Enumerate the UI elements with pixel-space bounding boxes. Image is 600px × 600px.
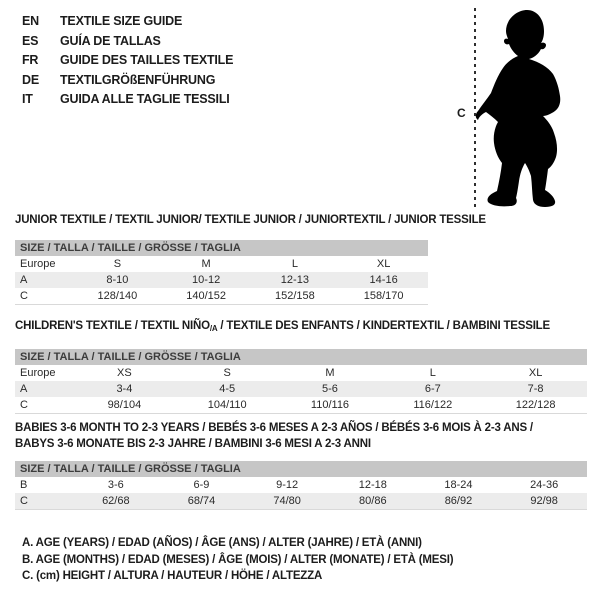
table-cell: 6-9 [193, 479, 210, 491]
language-title: TEXTILGRÖßENFÜHRUNG [60, 72, 216, 87]
language-row-es [22, 32, 233, 52]
language-title: GUÍA DE TALLAS [60, 33, 161, 48]
language-code: FR [22, 53, 39, 67]
section-babies-textile [15, 420, 587, 510]
row-label: Europe [20, 367, 56, 379]
section-title [15, 318, 587, 337]
table-cell: XS [117, 367, 132, 379]
table-row [15, 256, 428, 272]
language-code: EN [22, 14, 39, 28]
language-title: GUIDE DES TAILLES TEXTILE [60, 53, 234, 67]
language-row-de [22, 71, 233, 91]
table-cell: 98/104 [107, 399, 142, 411]
note-age-years: A. AGE (YEARS) / EDAD (AÑOS) / ÂGE (ANS) / ALTER (JAHRE) / ETÀ (ANNI) [22, 537, 422, 549]
section-title-suffix: / TEXTILE DES ENFANTS / KINDERTEXTIL / BAMBINI TESSILE [217, 320, 550, 332]
table-cell: 68/74 [159, 493, 245, 510]
table-header: SIZE / TALLA / TAILLE / GRÖSSE / TAGLIA [15, 349, 587, 365]
table-cell: 116/122 [413, 399, 453, 411]
babies-size-table [15, 461, 587, 510]
baby-silhouette [450, 0, 600, 215]
note-height-cm: C. (cm) HEIGHT / ALTURA / HAUTEUR / HÖHE / ALTEZZA [22, 570, 323, 582]
language-code: IT [22, 92, 33, 106]
language-title: TEXTILE SIZE GUIDE [60, 14, 183, 28]
section-childrens-textile [15, 318, 587, 414]
table-cell: 9-12 [276, 479, 299, 491]
table-cell: 4-5 [176, 381, 279, 397]
table-cell: 86/92 [416, 493, 502, 510]
language-row-it [22, 90, 233, 110]
children-size-table [15, 349, 587, 414]
table-header: SIZE / TALLA / TAILLE / GRÖSSE / TAGLIA [15, 240, 428, 256]
language-code: ES [22, 33, 39, 48]
table-cell: 122/128 [515, 399, 556, 411]
baby-silhouette-shape [476, 10, 561, 207]
language-title: GUIDA ALLE TAGLIE TESSILI [60, 92, 230, 106]
table-cell: 6-7 [381, 381, 484, 397]
table-cell: XL [376, 258, 391, 270]
note-age-months: B. AGE (MONTHS) / EDAD (MESES) / ÂGE (MOIS) / ALTER (MONATE) / ETÀ (MESI) [22, 553, 454, 566]
table-cell: L [291, 258, 298, 270]
table-row [15, 493, 587, 510]
table-cell: S [113, 258, 122, 270]
table-row [15, 288, 428, 305]
height-measure-label: C [457, 106, 466, 120]
row-label: Europe [20, 258, 56, 270]
section-title: JUNIOR TEXTILE / TEXTIL JUNIOR/ TEXTILE JUNIOR / JUNIORTEXTIL / JUNIOR TESSILE [15, 214, 486, 226]
table-cell: 3-4 [73, 381, 176, 397]
language-row-fr [22, 51, 233, 71]
language-row-en [22, 12, 233, 32]
section-title-line1: BABIES 3-6 MONTH TO 2-3 YEARS / BEBÉS 3-6 MESES A 2-3 AÑOS / BÉBÉS 3-6 MOIS À 2-3 ANS / [15, 422, 533, 434]
legend-notes [22, 535, 453, 585]
table-cell: 92/98 [501, 493, 587, 510]
table-cell: L [429, 367, 436, 379]
section-title-prefix: CHILDREN'S TEXTILE / TEXTIL NIÑO [15, 320, 210, 332]
table-row [15, 272, 428, 288]
table-cell: 5-6 [279, 381, 382, 397]
junior-size-table [15, 240, 428, 305]
table-cell: 128/140 [97, 290, 138, 302]
table-cell: 8-10 [73, 272, 162, 288]
table-cell: 14-16 [339, 272, 428, 288]
table-header-row [15, 461, 587, 477]
row-label: C [20, 290, 28, 302]
table-cell: 74/80 [244, 493, 330, 510]
table-cell: 18-24 [444, 479, 473, 491]
table-cell: M [325, 367, 335, 379]
section-junior-textile [15, 212, 486, 305]
table-cell: 104/110 [207, 399, 247, 411]
table-cell: 24-36 [530, 479, 559, 491]
table-cell: 80/86 [330, 493, 416, 510]
table-cell: 3-6 [107, 479, 124, 491]
table-cell: 12-18 [358, 479, 387, 491]
row-label: A [15, 272, 73, 288]
table-row [15, 397, 587, 414]
table-header: SIZE / TALLA / TAILLE / GRÖSSE / TAGLIA [15, 461, 587, 477]
table-cell: 10-12 [162, 272, 251, 288]
table-row [15, 381, 587, 397]
row-label: A [15, 381, 73, 397]
section-title-subscript: /A [209, 324, 218, 333]
height-figure [450, 0, 600, 215]
table-cell: 7-8 [484, 381, 587, 397]
language-code: DE [22, 72, 39, 87]
row-label: C [15, 493, 73, 510]
table-cell: 62/68 [73, 493, 159, 510]
table-cell: S [223, 367, 231, 379]
table-row [15, 477, 587, 493]
row-label: C [20, 399, 28, 411]
table-cell: 140/152 [186, 290, 226, 302]
table-cell: XL [528, 367, 543, 379]
table-header-row [15, 240, 428, 256]
table-cell: M [201, 258, 211, 270]
section-title-line2: BABYS 3-6 MONATE BIS 2-3 JAHRE / BAMBINI 3-6 MESI A 2-3 ANNI [15, 438, 371, 450]
table-cell: 110/116 [310, 399, 350, 411]
section-title [15, 420, 587, 452]
table-cell: 12-13 [251, 272, 340, 288]
table-cell: 158/170 [363, 290, 404, 302]
table-row [15, 365, 587, 381]
table-header-row [15, 349, 587, 365]
table-cell: 152/158 [274, 290, 315, 302]
language-list [22, 12, 233, 110]
row-label: B [20, 479, 28, 491]
